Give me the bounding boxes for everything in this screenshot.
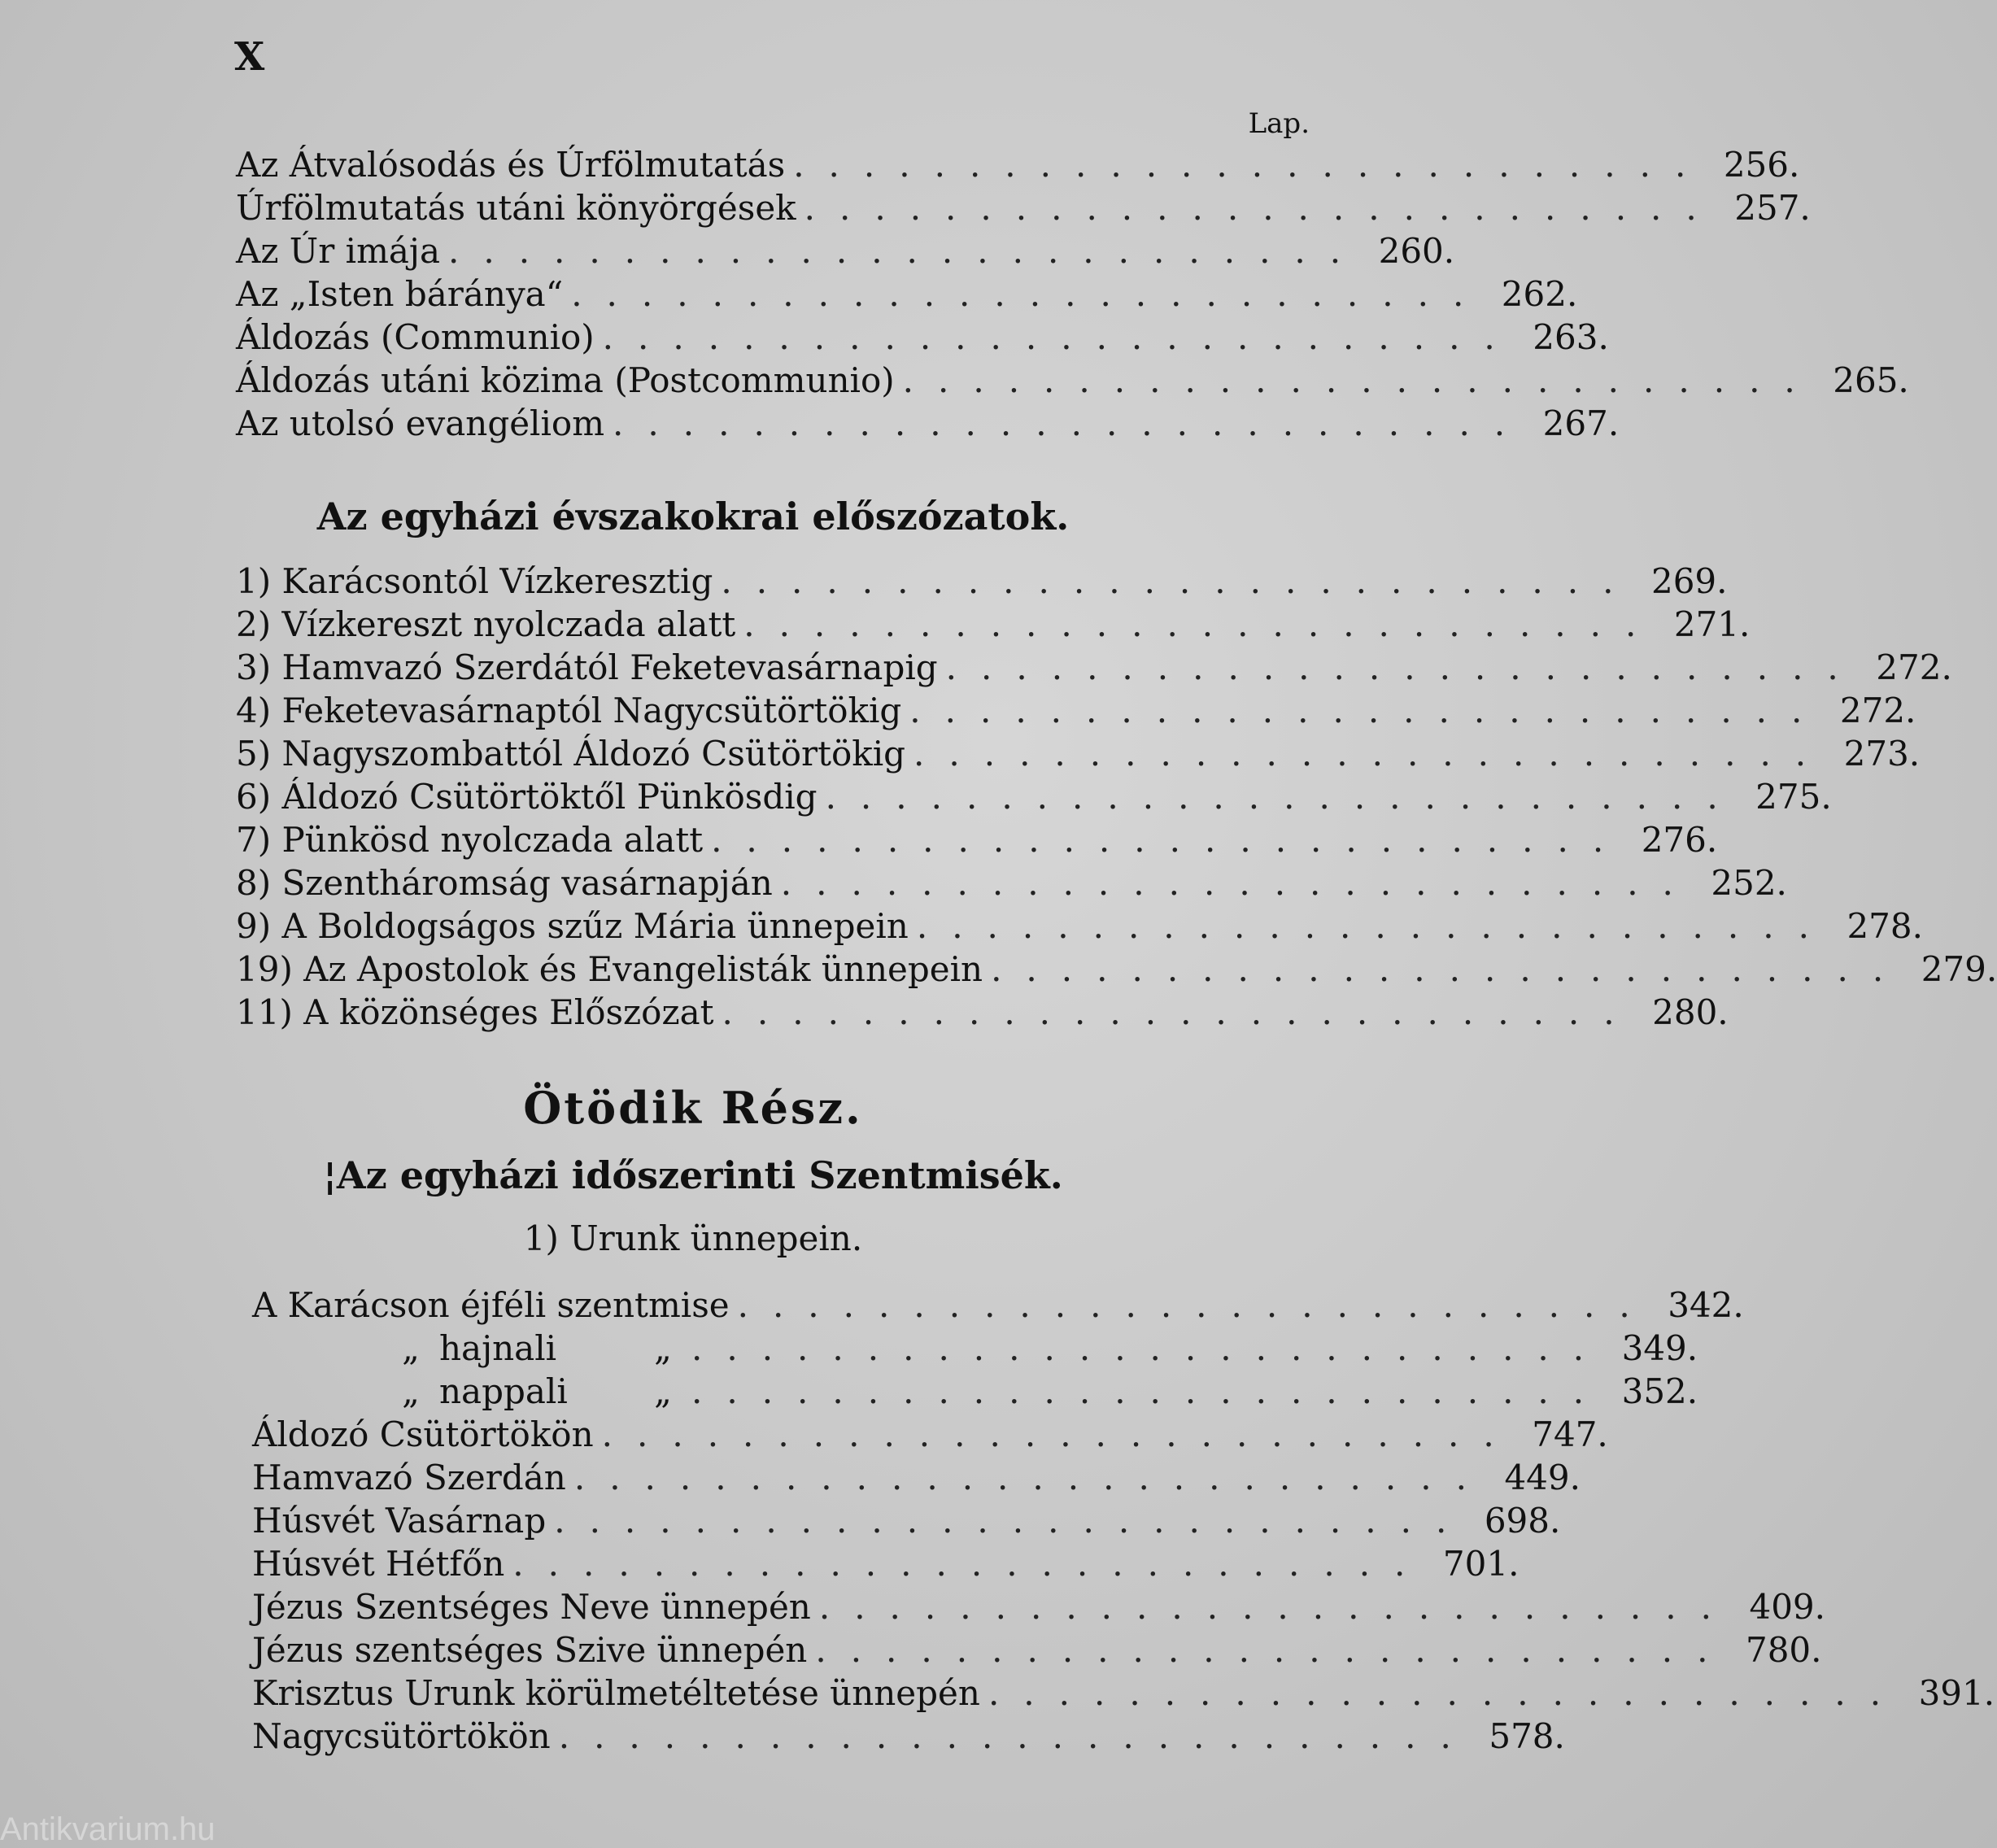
leader-dots: .......................... (945, 647, 1863, 687)
toc-title: 11) A közönséges Előszózat (236, 992, 714, 1032)
toc-page-number: 256. (1723, 145, 1800, 185)
leader-dots: .......................... (793, 145, 1711, 185)
leader-dots: .......................... (804, 188, 1721, 228)
toc-title: Az utolsó evangéliom (236, 403, 605, 443)
toc-page-number: 276. (1641, 820, 1718, 860)
toc-row (236, 777, 1832, 820)
part-heading: Ötödik Rész. (523, 1082, 863, 1134)
toc-page-number: 265. (1833, 360, 1909, 400)
toc-row (236, 604, 1751, 647)
toc-page-number: 271. (1673, 604, 1751, 644)
toc-row (252, 1285, 1744, 1328)
ditto-mark: „ (654, 1328, 672, 1368)
toc-title: Az „Isten báránya“ (236, 274, 564, 314)
toc-title: 4) Feketevasárnaptól Nagycsütörtökig (236, 691, 902, 730)
toc-row (252, 1414, 1608, 1458)
toc-page-number: 698. (1484, 1501, 1561, 1541)
section-heading: Az egyházi évszakokrai előszózatok. (316, 495, 1070, 538)
page-numeral: X (234, 34, 267, 80)
leader-dots: .......................... (601, 1414, 1519, 1454)
toc-row (252, 1501, 1561, 1544)
leader-dots: .......................... (988, 1673, 1906, 1713)
toc-title: Húsvét Hétfőn (252, 1544, 505, 1584)
toc-sub-entry (252, 1371, 683, 1411)
toc-page-number: 272. (1839, 691, 1916, 730)
toc-row (252, 1630, 1822, 1673)
toc-title: Úrfölmutatás utáni könyörgések (236, 188, 796, 228)
toc-page-number: 272. (1876, 647, 1952, 687)
toc-page-number: 267. (1542, 403, 1620, 443)
toc-title: 9) A Boldogságos szűz Mária ünnepein (236, 906, 909, 946)
toc-row (236, 906, 1923, 949)
toc-page-number: 269. (1650, 561, 1728, 601)
toc-title: 3) Hamvazó Szerdától Feketevasárnapig (236, 647, 938, 687)
toc-title: 6) Áldozó Csütörtöktől Pünkösdig (236, 777, 818, 817)
toc-page-number: 391. (1918, 1673, 1995, 1713)
toc-row (236, 317, 1609, 360)
leader-dots: .......................... (571, 274, 1489, 314)
page-column-header: Lap. (1248, 107, 1310, 140)
toc-title: 19) Az Apostolok és Evangelisták ünnepein (236, 949, 983, 989)
toc-row (236, 274, 1578, 317)
toc-title: hajnali (439, 1328, 557, 1368)
toc-title: Krisztus Urunk körülmetéltetése ünnepén (252, 1673, 980, 1713)
toc-row (236, 691, 1916, 734)
watermark: Antikvarium.hu (0, 1811, 216, 1847)
toc-row (252, 1371, 1698, 1414)
toc-page-number: 578. (1489, 1716, 1565, 1756)
toc-row (252, 1544, 1520, 1587)
toc-title: nappali (439, 1371, 568, 1411)
toc-page-number: 260. (1378, 231, 1455, 271)
ditto-mark: „ (654, 1371, 672, 1411)
toc-title: Hamvazó Szerdán (252, 1458, 566, 1497)
toc-title: Áldozás utáni közima (Postcommunio) (236, 360, 895, 400)
toc-row (252, 1716, 1565, 1759)
toc-title: Áldozó Csütörtökön (252, 1414, 594, 1454)
part-subheading: ¦Az egyházi időszerinti Szentmisék. (323, 1153, 1063, 1197)
leader-dots: .......................... (815, 1630, 1733, 1670)
toc-row (236, 231, 1455, 274)
toc-title: Áldozás (Communio) (236, 317, 595, 357)
toc-title: Az Átvalósodás és Úrfölmutatás (236, 145, 786, 185)
toc-row (236, 820, 1718, 863)
leader-dots: .......................... (916, 906, 1833, 946)
toc-page-number: 701. (1442, 1544, 1520, 1584)
leader-dots: .......................... (825, 777, 1742, 817)
leader-dots: .......................... (512, 1544, 1430, 1584)
leader-dots: .......................... (554, 1501, 1472, 1541)
toc-page-number: 747. (1532, 1414, 1608, 1454)
toc-page-number: 349. (1621, 1328, 1698, 1368)
leader-dots: .......................... (691, 1371, 1609, 1411)
toc-row (236, 145, 1800, 188)
toc-group-3 (252, 1285, 1995, 1759)
toc-row (252, 1587, 1825, 1630)
leader-dots: .......................... (573, 1458, 1491, 1497)
toc-title: Nagycsütörtökön (252, 1716, 551, 1756)
toc-page-number: 409. (1749, 1587, 1825, 1627)
leader-dots: .......................... (448, 231, 1366, 271)
toc-row (236, 734, 1921, 777)
leader-dots: .......................... (691, 1328, 1609, 1368)
toc-row (236, 863, 1787, 906)
toc-page-number: 780. (1745, 1630, 1822, 1670)
ditto-mark: „ (402, 1328, 420, 1368)
leader-dots: .......................... (909, 691, 1827, 730)
leader-dots: .......................... (722, 992, 1639, 1032)
toc-row (252, 1673, 1995, 1716)
leader-dots: .......................... (913, 734, 1831, 774)
toc-title: 1) Karácsontól Vízkeresztig (236, 561, 713, 601)
toc-page-number: 278. (1847, 906, 1923, 946)
toc-page-number: 262. (1501, 274, 1578, 314)
leader-dots: .......................... (613, 403, 1530, 443)
leader-dots: .......................... (711, 820, 1629, 860)
subsection-heading: 1) Urunk ünnepein. (523, 1218, 863, 1258)
toc-page-number: 252. (1711, 863, 1787, 903)
toc-page-number: 273. (1843, 734, 1921, 774)
toc-title: A Karácson éjféli szentmise (252, 1285, 730, 1325)
toc-page-number: 279. (1921, 949, 1997, 989)
toc-title: 7) Pünkösd nyolczada alatt (236, 820, 704, 860)
ditto-mark: „ (402, 1371, 420, 1411)
toc-row (236, 647, 1952, 691)
toc-page-number: 352. (1621, 1371, 1698, 1411)
toc-sub-entry (252, 1328, 683, 1368)
toc-title: Jézus szentséges Szive ünnepén (252, 1630, 808, 1670)
toc-title: 8) Szentháromság vasárnapján (236, 863, 773, 903)
toc-page-number: 263. (1533, 317, 1609, 357)
leader-dots: .......................... (902, 360, 1820, 400)
toc-page-number: 449. (1504, 1458, 1581, 1497)
toc-page-number: 342. (1668, 1285, 1744, 1325)
leader-dots: .......................... (721, 561, 1638, 601)
toc-title: Jézus Szentséges Neve ünnepén (252, 1587, 811, 1627)
toc-row (236, 949, 1997, 992)
toc-page-number: 275. (1755, 777, 1832, 817)
toc-page-number: 280. (1652, 992, 1729, 1032)
toc-row (252, 1328, 1698, 1371)
leader-dots: .......................... (991, 949, 1908, 989)
toc-title: 5) Nagyszombattól Áldozó Csütörtökig (236, 734, 906, 774)
toc-title: Húsvét Vasárnap (252, 1501, 547, 1541)
toc-page-number: 257. (1734, 188, 1811, 228)
leader-dots: .......................... (780, 863, 1698, 903)
toc-title: 2) Vízkereszt nyolczada alatt (236, 604, 736, 644)
toc-row (236, 561, 1728, 604)
leader-dots: .......................... (743, 604, 1661, 644)
toc-group-1 (236, 145, 1909, 447)
leader-dots: .......................... (558, 1716, 1476, 1756)
toc-row (236, 403, 1620, 447)
toc-row (236, 992, 1729, 1035)
toc-row (236, 360, 1909, 403)
toc-title: Az Úr imája (236, 231, 440, 271)
toc-group-2 (236, 561, 1997, 1035)
toc-row (236, 188, 1811, 231)
leader-dots: .......................... (818, 1587, 1736, 1627)
leader-dots: .......................... (737, 1285, 1655, 1325)
leader-dots: .......................... (602, 317, 1520, 357)
toc-row (252, 1458, 1581, 1501)
